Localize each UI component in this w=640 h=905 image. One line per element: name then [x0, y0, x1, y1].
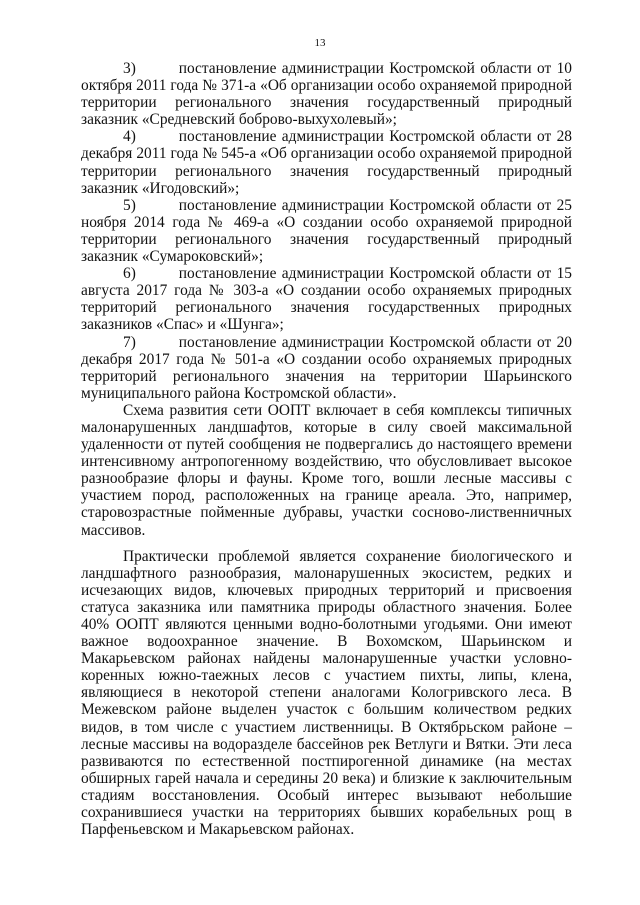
list-item-4: 4) постановление администрации Костромской области от 28 декабря 2011 года № 545-а «Об организации особо охраняемой природной территории регионального значения государственный природный заказник «Игодовский»;	[81, 128, 572, 197]
list-item-6: 6) постановление администрации Костромской области от 15 августа 2017 года № 303-а «О создании особо охраняемых природных территорий регионального значения государственных природных заказников «Спас» и «Шунга»;	[81, 265, 572, 334]
document-body	[81, 60, 572, 838]
paragraph-problem: Практически проблемой является сохранение биологического и ландшафтного разнообразия, малонарушенных экосистем, редких и исчезающих видов, ключевых природных территорий и присвоения статуса заказника или памятника природы областного значения. Более 40% ООПТ являются ценными водно-болотными угодьями. Они имеют важное водоохранное значение. В Вохомском, Шарьинском и Макарьевском районах найдены малонарушенные участки условно-коренных южно-таежных лесов с участием пихты, липы, клена, являющиеся в некоторой степени аналогами Кологривского леса. В Межевском районе выделен участок с большим количеством редких видов, в том числе с участием лиственницы. В Октябрьском районе – лесные массивы на водоразделе бассейнов рек Ветлуги и Вятки. Эти леса развиваются по естественной постпирогенной динамике (на местах обширных гарей начала и середины 20 века) и близкие к заключительным стадиям восстановления. Особый интерес вызывают небольшие сохранившиеся участки на территориях бывших корабельных рощ в Парфеньевском и Макарьевском районах.	[81, 547, 572, 839]
list-item-7: 7) постановление администрации Костромской области от 20 декабря 2017 года № 501-а «О создании особо охраняемых природных территорий регионального значения на территории Шарьинского муниципального района Костромской области».	[81, 333, 572, 402]
page-number: 13	[314, 37, 326, 49]
paragraph-scheme: Схема развития сети ООПТ включает в себя комплексы типичных малонарушенных ландшафтов, которые в силу своей максимальной удаленности от путей сообщения не подвергались до настоящего времени интенсивному антропогенному воздействию, что обусловливает высокое разнообразие флоры и фауны. Кроме того, вошли лесные массивы с участием пород, расположенных на границе ареала. Это, например, старовозрастные пойменные дубравы, участки сосново-лиственничных массивов.	[81, 401, 572, 539]
list-item-3: 3) постановление администрации Костромской области от 10 октября 2011 года № 371-а «Об организации особо охраняемой природной территории регионального значения государственный природный заказник «Средневский боброво-выхухолевый»;	[81, 60, 572, 129]
list-item-5: 5) постановление администрации Костромской области от 25 ноября 2014 года № 469-а «О создании особо охраняемой природной территории регионального значения государственный природный заказник «Сумароковский»;	[81, 196, 572, 266]
